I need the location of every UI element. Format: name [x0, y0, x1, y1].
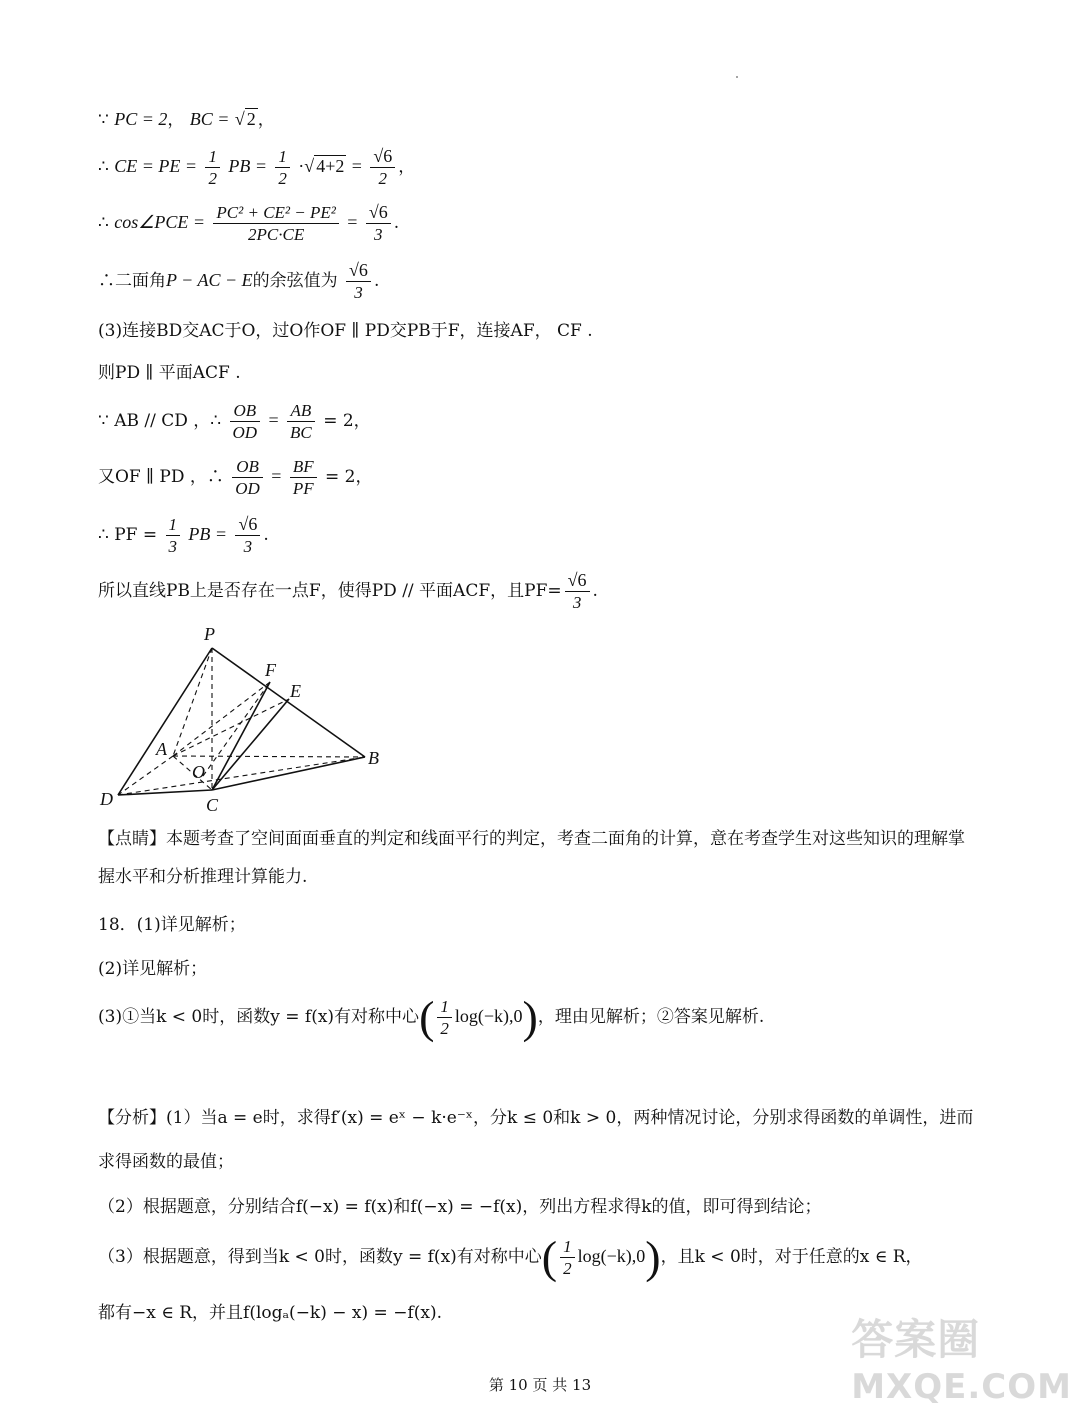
analysis-p1: 【分析】(1）当a = e时，求得f′(x) = eˣ − k·e⁻ˣ，分k ≤ 0和k > 0，两种情况讨论，分别求得函数的单调性，进而求得函数的最值； — [98, 1108, 974, 1172]
analysis-p2: （2）根据题意，分别结合f(−x) = f(x)和f(−x) = −f(x)，列出方程求得k的值，即可得到结论； — [98, 1197, 822, 1217]
edge-db — [118, 757, 365, 795]
line-pf: ∴ PF = $\frac{1}{3}$ PB = $\frac{√6}{3}$ . — [98, 514, 269, 556]
line-given: ∵ PC = 2， BC = √ 2 ， — [98, 109, 275, 130]
watermark — [851, 1307, 1072, 1407]
analysis-p4: 都有−x ∈ R，并且f(logₐ(−k) − x) = −f(x). — [98, 1303, 442, 1323]
q18-line2: (2)详见解析； — [98, 959, 208, 979]
analysis-p3: （3）根据题意，得到当k < 0时，函数y = f(x)有对称中心( $\frac{1}{2}$ log(−k),0)，且k < 0时，对于任意的x ∈ R， — [98, 1231, 923, 1283]
line-ratio-ab: ∵ AB // CD ，∴ $\frac{OB}{OD}$ = $\frac{AB}{BC}$ = 2， — [98, 401, 371, 442]
line-ratio-bf: 又OF ∥ PD ，∴ $\frac{OB}{OD}$ = $\frac{BF}{PF}$ = 2， — [98, 457, 373, 498]
comment-paragraph: 【点睛】本题考查了空间面面垂直的判定和线面平行的判定，考查二面角的计算，意在考查学生对这些知识的理解掌握水平和分析推理计算能力. — [98, 829, 965, 887]
label-c: C — [206, 795, 219, 815]
edge-cf — [212, 682, 270, 790]
label-a: A — [156, 739, 167, 759]
label-d: D — [100, 789, 113, 809]
page-footer: 第 10 页 共 13 — [488, 1376, 592, 1394]
line-dihedral: ∴二面角P − AC − E的余弦值为 $\frac{√6}{3}$ . — [98, 260, 380, 302]
edge-pb — [212, 648, 365, 757]
speck — [736, 76, 738, 78]
line-part3: (3)连接BD交AC于O，过O作OF ∥ PD交PB于F，连接AF， CF . — [98, 321, 593, 341]
edge-ad — [118, 756, 173, 795]
line-ce-pe: ∴ CE = PE = $\frac{1}{2}$ PB = $\frac{1}{2}$ ·√ 4+2 = $\frac{√6}{2}$ ， — [98, 146, 416, 188]
watermark-logo: 答案圈 — [851, 1315, 981, 1364]
line-conclusion: 所以直线PB上是否存在一点F，使得PD // 平面ACF，且PF= $\frac{√6}{3}$ . — [98, 570, 598, 612]
watermark-url: MXQE.COM — [851, 1367, 1072, 1407]
label-p: P — [204, 624, 215, 644]
q18-line3: (3)①当k < 0时，函数y = f(x)有对称中心( $\frac{1}{2}$ log(−k),0)，理由见解析；②答案见解析. — [98, 991, 765, 1043]
label-e: E — [290, 681, 301, 701]
line-cos-pce: ∴ cos∠PCE = $\frac{\text{PC² + CE² − PE²}}{2PC\cdot CE}$ = $\frac{√6}{3}$ . — [98, 202, 400, 244]
label-o: O — [192, 762, 205, 782]
pyramid-figure — [90, 618, 400, 818]
line-parallel: 则PD ∥ 平面ACF . — [98, 363, 241, 383]
q18-line1: 18．(1)详见解析； — [98, 915, 246, 935]
edge-ab — [173, 756, 365, 757]
label-f: F — [265, 660, 276, 680]
label-b: B — [368, 748, 379, 768]
edge-dc — [118, 790, 212, 795]
edge-af — [173, 682, 270, 756]
